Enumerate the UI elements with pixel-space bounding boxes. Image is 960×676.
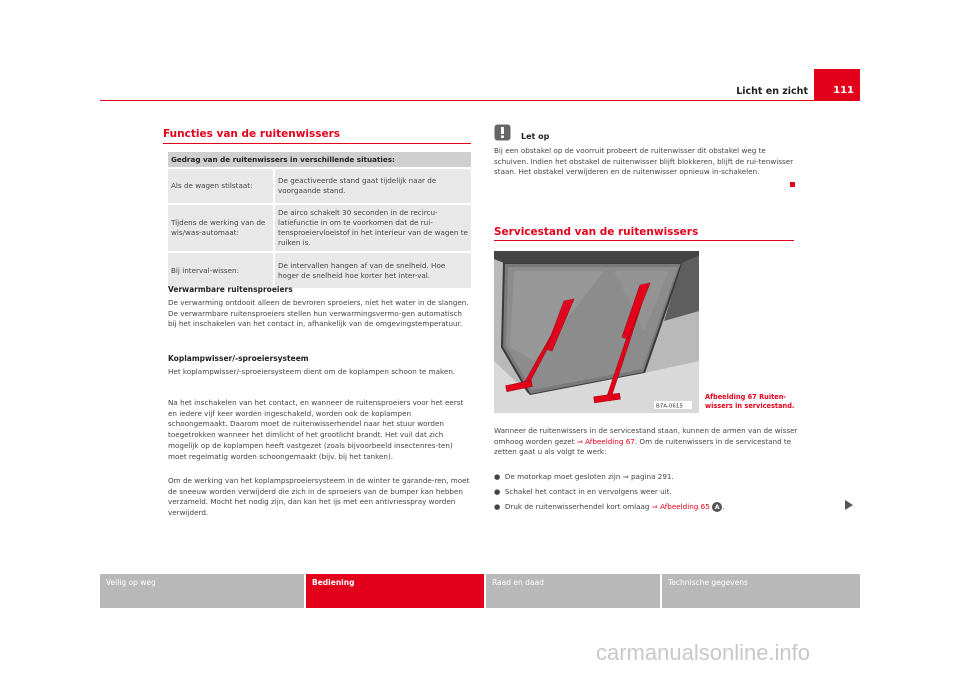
square-icon <box>790 182 795 187</box>
badge-a: A <box>712 502 722 512</box>
table-cell-situation: Als de wagen stilstaat: <box>168 168 274 204</box>
xref-figure-67[interactable]: ⇒ Afbeelding 67 <box>576 436 635 446</box>
xref-figure-65[interactable]: ⇒ Afbeelding 65 <box>651 502 710 511</box>
footer-tab-label: Raad en daad <box>492 578 544 587</box>
footer-tab-label: Veilig op weg <box>106 578 156 587</box>
table-cell-behavior: De airco schakelt 30 seconden in de recircu-latiefunctie in om te voorkomen dat de rui-tensproeiervloeistof in het interieur van de wagen te ruiken is. <box>274 204 471 252</box>
running-title: Licht en zicht <box>736 86 808 97</box>
table-header: Gedrag van de ruitenwissers in verschillende situaties: <box>168 152 471 168</box>
bullet-text: Schakel het contact in en vervolgens weer uit. <box>504 487 672 496</box>
table-cell-behavior: De geactiveerde stand gaat tijdelijk naar de voorgaande stand. <box>274 168 471 204</box>
figure-caption-text: Ruiten-wissers in servicestand. <box>705 393 795 410</box>
list-item <box>494 486 798 497</box>
arrow-right-icon <box>845 500 853 510</box>
bullet-text: Druk de ruitenwisserhendel kort omlaag <box>504 502 650 511</box>
paragraph-headlamp-washer-2: Na het inschakelen van het contact, en wanneer de ruitensproeiers voor het eerst en iedere vijf keer worden ingeschakeld, worden ook de koplampen schoongemaakt. Daarom moet de ruitenwisserhendel naar het stuur worden toegetrokken wanneer het dimlicht of het grootlicht brandt. Het vuil dat zich mogelijk op de koplampen heeft vastgezet (zoals bijvoorbeeld insectenres-ten) moet regelmatig worden schoongemaakt (bijv. bij het tanken). <box>168 398 464 461</box>
footer-tab-safety[interactable] <box>100 574 304 608</box>
table-row <box>168 204 471 252</box>
footer-tab-technical[interactable] <box>662 574 860 608</box>
figure-caption <box>705 393 795 410</box>
bullet-after: . <box>722 502 725 511</box>
page-number-box <box>814 69 860 101</box>
paragraph-headlamp-washer-1: Het koplampwisser/-sproeiersysteem dient om de koplampen schoon te maken. <box>168 367 456 376</box>
table-row <box>168 168 471 204</box>
section-title-wiper-functions: Functies van de ruitenwissers <box>163 128 341 140</box>
table-cell-situation: Bij interval-wissen: <box>168 252 274 288</box>
list-item <box>494 501 798 512</box>
footer-tab-label: Bediening <box>312 578 355 587</box>
paragraph-headlamp-washer-3: Om de werking van het koplampsproeiersysteem in de winter te garande-ren, moet de sneeuw worden verwijderd die zich in de sproeiers van de bumper kan hebben verzameld. Mocht het nodig zijn, dan kan het ijs met een antivriesspray worden verwijderd. <box>168 476 470 518</box>
page-number: 111 <box>833 85 854 96</box>
watermark: carmanualsonline.info <box>596 640 811 665</box>
bullet-icon: ● <box>494 472 501 481</box>
paragraph-service-intro <box>494 426 798 458</box>
paragraph-heated-nozzles: De verwarming ontdooit alleen de bevroren sproeiers, niet het water in de slangen. De verwarmbare ruitensproeiers stellen hun verwarmingsvermo-gen automatisch bij het inschakelen van het contact in, afhankelijk van de omgevingstemperatuur. <box>168 298 469 329</box>
list-item <box>494 471 798 482</box>
figure-caption-label: Afbeelding 67 <box>705 393 757 401</box>
heading-headlamp-washer: Koplampwisser/-sproeiersysteem <box>168 354 309 363</box>
footer-tab-tips[interactable] <box>486 574 660 608</box>
note-title: Let op <box>521 132 550 141</box>
section-title-service-position: Servicestand van de ruitenwissers <box>494 226 699 238</box>
note-text: Bij een obstakel op de voorruit probeert de ruitenwisser dit obstakel weg te schuiven. Indien het obstakel de ruitenwisser blijft blokkeren, blijft de rui-tenwisser staan. Het obstakel verwijderen en de ruitenwisser opnieuw in-schakelen. <box>494 146 794 177</box>
section-rule <box>163 143 471 144</box>
section-rule <box>494 240 794 241</box>
table-cell-situation: Tijdens de werking van de wis/was-automaat: <box>168 204 274 252</box>
intro-rest: . Om de ruitenwissers in de servicestand te zetten gaat u als volgt te werk: <box>494 436 792 457</box>
exclamation-icon <box>494 124 511 141</box>
table-cell-behavior: De intervallen hangen af van de snelheid. Hoe hoger de snelheid hoe korter het inter-val. <box>274 252 471 288</box>
bullet-text: De motorkap moet gesloten zijn ⇒ pagina 291. <box>504 472 674 481</box>
bullet-icon: ● <box>494 487 501 496</box>
bullet-icon: ● <box>494 502 501 511</box>
table-row <box>168 252 471 288</box>
wiper-behavior-table <box>168 152 471 288</box>
intro-lead: Wanneer de ruitenwissers in de servicestand staan, kunnen de armen van de wisser omhoog worden gezet <box>494 426 798 446</box>
heading-heated-nozzles: Verwarmbare ruitensproeiers <box>168 285 293 294</box>
figure-code: B7A-0615 <box>656 403 683 410</box>
footer-tab-operation[interactable] <box>306 574 484 608</box>
header-rule <box>100 100 860 101</box>
figure-wiper-service-position <box>494 251 699 413</box>
footer-tab-label: Technische gegevens <box>668 578 748 587</box>
